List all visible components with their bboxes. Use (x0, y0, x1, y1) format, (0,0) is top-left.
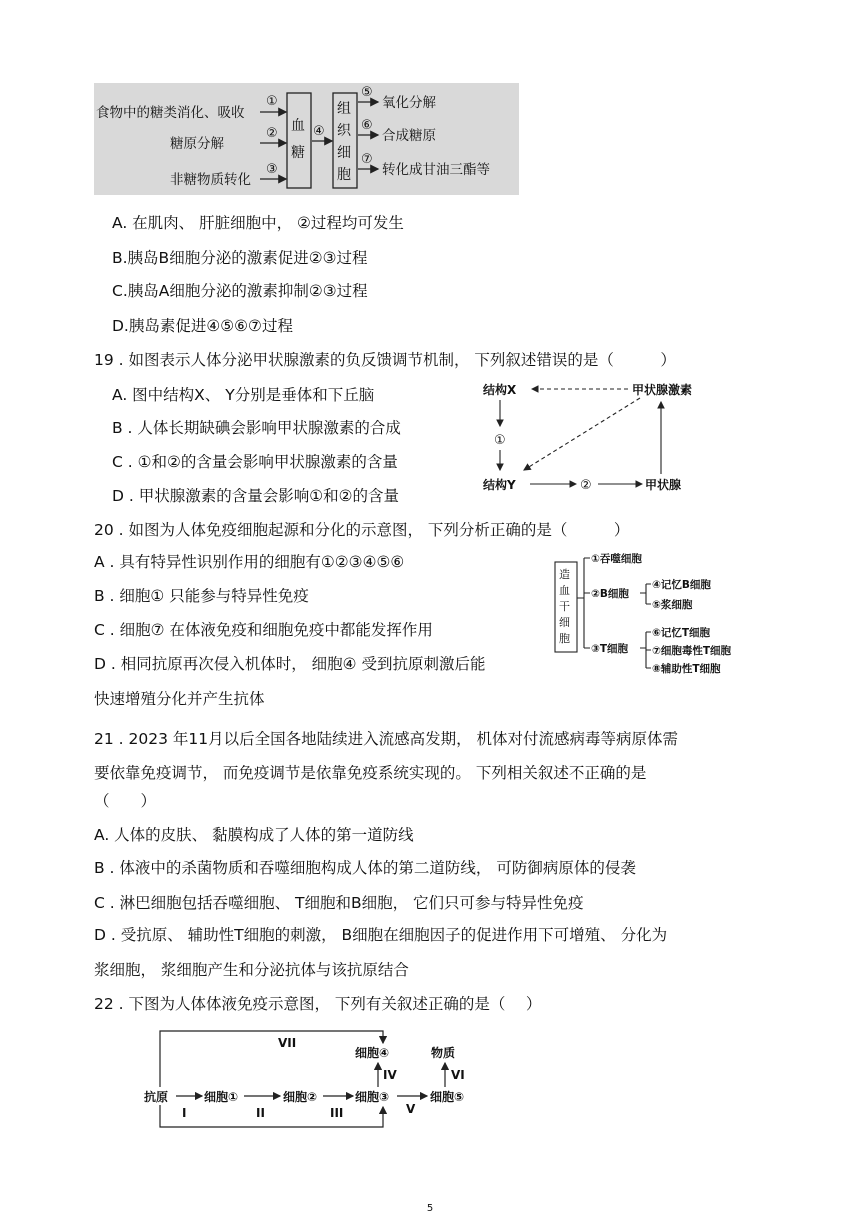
thyroid-feedback-figure (480, 378, 705, 496)
q21-option-c[interactable]: C . 淋巴细胞包括吞噬细胞、 T细胞和B细胞， 它们只可参与特异性免疫 (94, 894, 584, 912)
route-vi-label: VI (451, 1068, 465, 1082)
q19-option-b[interactable]: B . 人体长期缺碘会影响甲状腺激素的合成 (112, 419, 401, 437)
tissue-char-2: 织 (337, 123, 351, 139)
route-v-label: V (406, 1102, 416, 1116)
cell-4-label: 细胞④ (355, 1046, 390, 1060)
q21-option-b[interactable]: B . 体液中的杀菌物质和吞噬细胞构成人体的第二道防线， 可防御病原体的侵袭 (94, 859, 636, 877)
q19-option-a[interactable]: A. 图中结构X、 Y分别是垂体和下丘脑 (112, 386, 375, 404)
q21-stem-line-1: 21 . 2023 年11月以后全国各地陆续进入流感高发期， 机体对付流感病毒等病原体需 (94, 730, 679, 748)
stem-char-4: 细 (559, 616, 570, 629)
q21-option-a[interactable]: A. 人体的皮肤、 黏膜构成了人体的第一道防线 (94, 826, 414, 844)
mark-1: ① (266, 94, 278, 109)
mark-7: ⑦ (361, 152, 373, 167)
q21-stem-line-3: （ ） (94, 792, 157, 810)
route-iv-label: IV (383, 1068, 397, 1082)
q20-option-d[interactable]: D . 相同抗原再次侵入机体时， 细胞④ 受到抗原刺激后能 (94, 655, 486, 673)
input-conversion-label: 非糖物质转化 (170, 172, 251, 188)
cell-1-label: 细胞① (204, 1090, 239, 1104)
route-ii-label: II (256, 1106, 265, 1120)
blood-glucose-box (287, 93, 311, 188)
tissue-char-4: 胞 (337, 167, 351, 183)
cytotoxic-t-label: ⑦细胞毒性T细胞 (652, 645, 732, 657)
phagocyte-label: ①吞噬细胞 (591, 553, 642, 565)
tissue-char-3: 细 (337, 145, 351, 161)
q18-option-a[interactable]: A. 在肌肉、 肝脏细胞中， ②过程均可发生 (112, 214, 404, 232)
blood-char-2: 糖 (291, 145, 305, 161)
route-iii-label: III (330, 1106, 344, 1120)
page-number: 5 (426, 1203, 434, 1214)
mark-4: ④ (313, 124, 325, 139)
q18-option-d[interactable]: D.胰岛素促进④⑤⑥⑦过程 (112, 317, 293, 335)
blood-glucose-figure (94, 83, 519, 195)
humoral-immunity-figure (140, 1023, 485, 1135)
stem-char-5: 胞 (559, 632, 570, 645)
memory-t-label: ⑥记忆T细胞 (652, 627, 711, 639)
q19-stem: 19 . 如图表示人体分泌甲状腺激素的负反馈调节机制， 下列叙述错误的是（ ） (94, 351, 676, 369)
tissue-char-1: 组 (337, 101, 351, 117)
q20-option-a[interactable]: A . 具有特异性识别作用的细胞有①②③④⑤⑥ (94, 553, 405, 571)
q18-option-c[interactable]: C.胰岛A细胞分泌的激素抑制②③过程 (112, 282, 368, 300)
output-oxidation-label: 氧化分解 (382, 95, 436, 111)
mark-2: ② (266, 126, 278, 141)
plasma-cell-label: ⑤浆细胞 (652, 599, 693, 611)
q19-option-c[interactable]: C . ①和②的含量会影响甲状腺激素的含量 (112, 453, 398, 471)
hormone-2-label: ② (580, 478, 592, 493)
cell-2-label: 细胞② (283, 1090, 318, 1104)
q21-option-d[interactable]: D . 受抗原、 辅助性T细胞的刺激， B细胞在细胞因子的促进作用下可增殖、 分化为 (94, 926, 668, 944)
output-glycogen-label: 合成糖原 (382, 128, 436, 144)
q21-option-d-continued[interactable]: 浆细胞， 浆细胞产生和分泌抗体与该抗原结合 (94, 961, 409, 979)
t-cell-label: ③T细胞 (591, 643, 629, 655)
route-i-label: I (182, 1106, 187, 1120)
antigen-label: 抗原 (144, 1090, 169, 1104)
q18-option-b[interactable]: B.胰岛B细胞分泌的激素促进②③过程 (112, 249, 368, 267)
mark-6: ⑥ (361, 118, 373, 133)
q19-option-d[interactable]: D . 甲状腺激素的含量会影响①和②的含量 (112, 487, 400, 505)
thyroid-hormone-label: 甲状腺激素 (632, 383, 693, 397)
route-vii-label: VII (278, 1036, 297, 1050)
stem-char-3: 干 (559, 600, 570, 613)
q20-option-c[interactable]: C . 细胞⑦ 在体液免疫和细胞免疫中都能发挥作用 (94, 621, 433, 639)
helper-t-label: ⑧辅助性T细胞 (652, 663, 721, 675)
memory-b-label: ④记忆B细胞 (652, 579, 711, 591)
input-glycogenolysis-label: 糖原分解 (170, 136, 224, 152)
q20-option-d-continued[interactable]: 快速增殖分化并产生抗体 (94, 690, 265, 708)
stem-char-2: 血 (559, 584, 570, 597)
structure-y-label: 结构Y (483, 478, 516, 492)
blood-char-1: 血 (291, 118, 305, 134)
stem-char-1: 造 (559, 568, 570, 581)
mark-3: ③ (266, 162, 278, 177)
mark-5: ⑤ (361, 85, 373, 100)
q20-option-b[interactable]: B . 细胞① 只能参与特异性免疫 (94, 587, 309, 605)
structure-x-label: 结构X (483, 383, 517, 397)
q21-stem-line-2: 要依靠免疫调节， 而免疫调节是依靠免疫系统实现的。 下列相关叙述不正确的是 (94, 764, 647, 782)
substance-label: 物质 (431, 1046, 456, 1060)
immune-cell-origin-figure (552, 548, 757, 680)
b-cell-label: ②B细胞 (591, 588, 629, 600)
q20-stem: 20 . 如图为人体免疫细胞起源和分化的示意图， 下列分析正确的是（ ） (94, 521, 630, 539)
cell-5-label: 细胞⑤ (430, 1090, 465, 1104)
cell-3-label: 细胞③ (355, 1090, 390, 1104)
input-digestion-label: 食物中的糖类消化、吸收 (96, 105, 245, 121)
hormone-1-label: ① (494, 433, 506, 448)
output-triglyceride-label: 转化成甘油三酯等 (382, 162, 490, 178)
thyroid-gland-label: 甲状腺 (645, 478, 682, 492)
q22-stem: 22 . 下图为人体体液免疫示意图， 下列有关叙述正确的是（ ） (94, 995, 542, 1013)
